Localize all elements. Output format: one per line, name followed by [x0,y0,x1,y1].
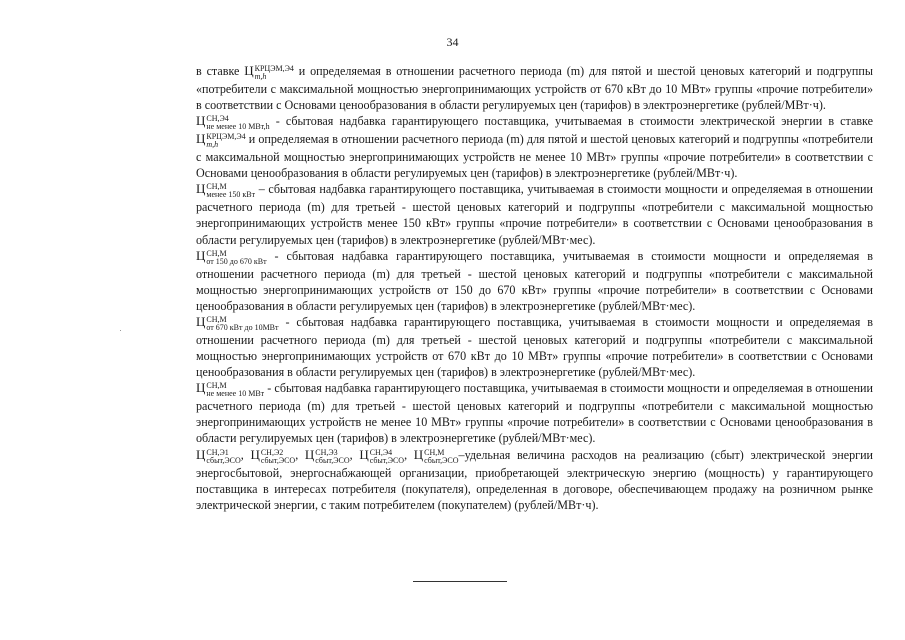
symbol-separator: , [349,447,360,462]
paragraph-text: и определяемая в отношении расчетного периода (m) для пятой и шестой ценовых категорий и подгруппы «потребители с максимальной мощностью энергопринимающих устройств от 670 кВт до 10 МВт» группы «прочие потребители» в соответствии с Основами ценообразования в области регулируемых цен (тарифов) в электроэнергетике (рублей/МВт·ч). [196,64,873,113]
paragraph-7 [196,447,873,513]
formula-symbol: Ц СН,Э2 сбыт,ЭСО [250,446,296,465]
paragraph-text: –удельная величина расходов на реализацию (сбыт) электрической энергии энергосбытовой, энергоснабжающей организации, приобретающей электрическую энергию (мощность) у гарантирующего поставщика в интересах потребителя (покупателя), определенная в договоре, обеспечивающем продажу на розничном рынке электрической энергии, с таким потребителем (покупателем) (рублей/МВт·ч). [196,447,874,512]
footnote-separator-line [413,581,507,582]
paragraph-2 [196,113,873,181]
margin-mark [120,330,121,331]
paragraph-text: - сбытовая надбавка гарантирующего поставщика, учитываемая в стоимости мощности и определяемая в отношении расчетного периода (m) для третьей - шестой ценовых категорий и подгруппы «потребители с максимальной мощностью энергопринимающих устройств не менее 10 МВт» группы «прочие потребители» в соответствии с Основами ценообразования в области регулируемых цен (тарифов) в электроэнергетике (рублей/МВт·мес). [196,381,873,446]
formula-symbol: Ц СН,М от 150 до 670 кВт [196,247,267,266]
document-body [196,63,873,513]
paragraph-text: - сбытовая надбавка гарантирующего поставщика, учитываемая в стоимости мощности и определяемая в отношении расчетного периода (m) для третьей - шестой ценовых категорий и подгруппы «потребители с максимальной мощностью энергопринимающих устройств от 150 до 670 кВт» группы «прочие потребители» в соответствии с Основами ценообразования в области регулируемых цен (тарифов) в электроэнергетике (рублей/МВт·мес). [196,248,873,313]
paragraph-text: - сбытовая надбавка гарантирующего поставщика, учитываемая в стоимости электрической энергии в ставке [269,114,873,129]
formula-symbol: Ц СН,М от 670 кВт до 10МВт [196,313,279,332]
symbol-separator: , [240,447,251,462]
paragraph-5 [196,314,873,380]
formula-symbol: Ц СН,М не менее 10 МВт [196,380,265,399]
symbol-separator: , [295,447,305,462]
paragraph-6 [196,380,873,446]
paragraph-text: - сбытовая надбавка гарантирующего поставщика, учитываемая в стоимости мощности и определяемая в отношении расчетного периода (m) для третьей - шестой ценовых категорий и подгруппы «потребители с максимальной мощностью энергопринимающих устройств от 670 кВт до 10 МВт» группы «прочие потребители» в соответствии с Основами ценообразования в области регулируемых цен (тарифов) в электроэнергетике (рублей/МВт·мес). [196,314,873,380]
formula-symbol: Ц КРЦЭМ,Э4 m,h [196,131,246,150]
formula-symbol: Ц СН,М сбыт,ЭСО [413,446,459,465]
paragraph-prefix: в ставке [196,64,245,78]
paragraph-3 [196,181,873,247]
formula-symbol: Ц СН,Э4 сбыт,ЭСО [359,446,405,465]
formula-symbol: Ц КРЦЭМ,Э4 m,h [244,63,294,81]
symbol-separator: , [404,447,414,462]
paragraph-1 [196,63,873,113]
formula-symbol: Ц СН,Э1 сбыт,ЭСО [196,446,241,465]
formula-symbol: Ц СН,Э3 сбыт,ЭСО [304,446,350,465]
paragraph-4 [196,248,873,314]
page-number: 34 [446,35,459,49]
paragraph-text: – сбытовая надбавка гарантирующего поставщика, учитываемая в стоимости мощности и определяемая в отношении расчетного периода (m) для третьей - шестой ценовых категорий и подгруппы «потребители с максимальной мощностью энергопринимающих устройств менее 150 кВт» группы «прочие потребители» в соответствии с Основами ценообразования в области регулируемых цен (тарифов) в электроэнергетике (рублей/МВт·мес). [196,182,873,247]
formula-symbol: Ц СН,М менее 150 кВт [196,181,256,200]
paragraph-text: и определяемая в отношении расчетного периода (m) для пятой и шестой ценовых категорий и подгруппы «потребители с максимальной мощностью энергопринимающих устройств не менее 10 МВт» группы «прочие потребители» в соответствии с Основами ценообразования в области регулируемых цен (тарифов) в электроэнергетике (рублей/МВт·ч). [196,132,873,181]
formula-symbol: Ц СН,Э4 не менее 10 МВт,h [196,113,270,132]
